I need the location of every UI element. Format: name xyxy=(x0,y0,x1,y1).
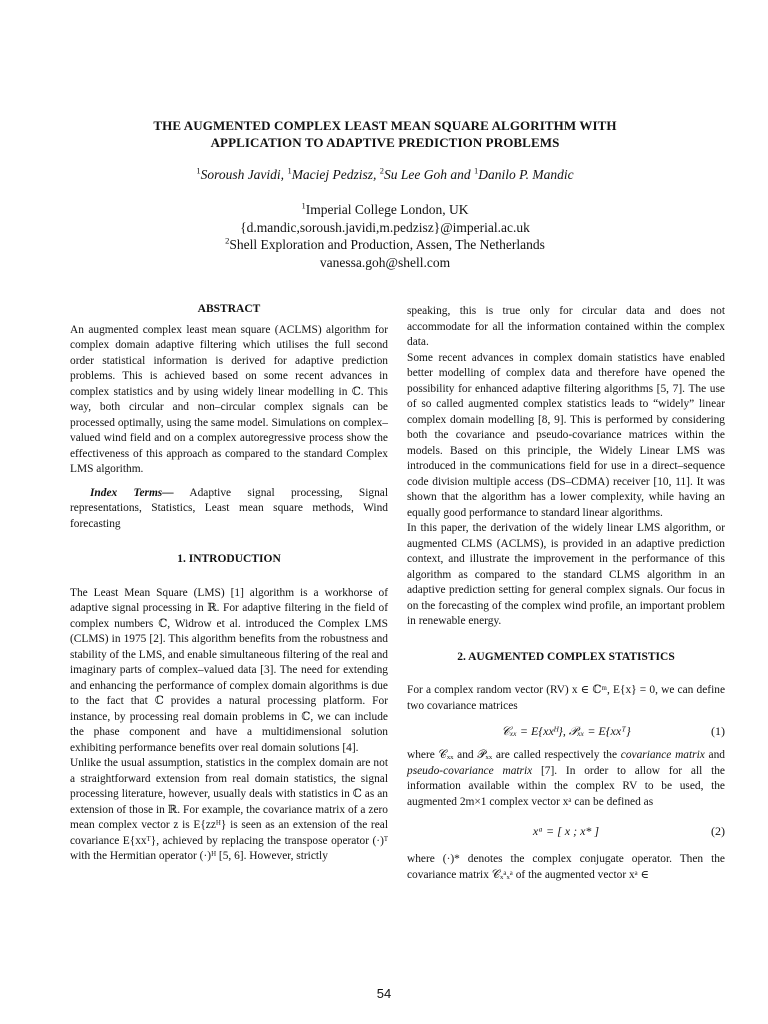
affiliation-text: Imperial College London, UK xyxy=(305,202,469,217)
intro-paragraph-5: In this paper, the derivation of the widely linear LMS algorithm, or augmented CLMS (ACLMS), is provided in an adaptive prediction context, and illustrate the improvement in the performance of this algorithm as compared to the standard CLMS algorithm in an adaptive prediction setting for general complex signals. Our focus in on the forecasting of the complex wind profile, an important problem in renewable energy. xyxy=(407,522,725,627)
equation-2-number: (2) xyxy=(711,824,725,838)
section2-paragraph-1: For a complex random vector (RV) x ∈ ℂᵐ, E{x} = 0, we can define two covariance matrices xyxy=(407,684,725,712)
index-terms-text: Adaptive signal processing, Signal representations, Statistics, Least mean square methods, Wind forecasting xyxy=(70,486,388,530)
index-terms-label: Index Terms— xyxy=(90,486,174,499)
author-sup: 2 xyxy=(379,165,385,176)
title-line-1: THE AUGMENTED COMPLEX LEAST MEAN SQUARE ALGORITHM WITH xyxy=(153,118,617,133)
index-terms xyxy=(70,486,388,533)
affiliation-sup: 1 xyxy=(301,200,306,211)
section2-paragraph-2 xyxy=(407,748,725,810)
author xyxy=(380,167,474,182)
author xyxy=(474,167,574,182)
affiliation-1 xyxy=(60,201,710,219)
equation-1 xyxy=(407,718,725,744)
author-sup: 1 xyxy=(196,165,201,176)
affiliation-text: Shell Exploration and Production, Assen, The Netherlands xyxy=(229,237,545,252)
equation-1-body: 𝒞ₓₓ = E{xxᴴ}, 𝒫ₓₓ = E{xxᵀ} xyxy=(501,724,631,738)
author-name: Danilo P. Mandic xyxy=(478,167,574,182)
intro-paragraph-4: Some recent advances in complex domain statistics have enabled better modelling of complex data and therefore have opened the possibility for enhanced adaptive filtering algorithms [5, 7]. The use of so called augmented complex statistics leads to “widely” linear complex domain modelling [8, 9]. This is performed by considering both the covariance and pseudo-covariance matrices within the models. Based on this principle, the Widely Linear LMS was introduced in the communications field for use in a direct–sequence code division multiple access (DS–CDMA) receiver [10, 11]. It was shown that the algorithm has a lower complexity, while having an equally good performance to standard linear algorithms. xyxy=(407,351,725,519)
right-column xyxy=(407,304,725,883)
author-name: Maciej Pedzisz, xyxy=(291,167,380,182)
author-sup: 1 xyxy=(474,165,479,176)
affiliations xyxy=(60,201,710,271)
author xyxy=(196,167,287,182)
section2-paragraph-3: where (·)* denotes the complex conjugate operator. Then the covariance matrix 𝒞ₓᵃₓᵃ of the augmented vector xᵃ ∈ xyxy=(407,853,725,881)
introduction-heading: 1. INTRODUCTION xyxy=(177,553,281,565)
text-run: [7]. In order to allow for all the information available within the complex RV to be used, the augmented 2m×1 complex vector xᵃ can be defined as xyxy=(407,764,725,808)
pseudo-covariance-term: pseudo-covariance matrix xyxy=(407,764,533,777)
affiliation-2 xyxy=(60,236,710,254)
paper-title xyxy=(60,117,710,151)
author-name: Su Lee Goh and xyxy=(384,167,475,182)
author-email-2: vanessa.goh@shell.com xyxy=(319,254,451,270)
abstract-heading: ABSTRACT xyxy=(197,303,261,315)
text-run: and xyxy=(704,749,725,761)
left-column xyxy=(70,302,388,865)
section-2-heading: 2. AUGMENTED COMPLEX STATISTICS xyxy=(457,650,675,663)
intro-paragraph-1: The Least Mean Square (LMS) [1] algorithm is a workhorse of adaptive signal processing in ℝ. For adaptive filtering in the field of complex numbers ℂ, Widrow et al. introduced the Complex LMS (CLMS) in 1975 [2]. This algorithm benefits from the robustness and stability of the LMS, and enable simultaneous filtering of the real and imaginary parts of complex–valued data [3]. The need for extending and enhancing the performance of complex domain algorithms is due to the fact that ℂ provides a natural processing platform. For instance, by processing real domain problems in ℂ, we can include the phase component and have a multidimensional solution exhibiting performance benefits over real domain solutions [4]. xyxy=(70,586,388,754)
author-sup: 1 xyxy=(287,165,292,176)
intro-paragraph-3: speaking, this is true only for circular data and does not accommodate for all the information contained within the complex data. xyxy=(407,305,725,348)
covariance-term: covariance matrix xyxy=(620,749,705,761)
equation-2 xyxy=(407,814,725,848)
title-line-2: APPLICATION TO ADAPTIVE PREDICTION PROBLEMS xyxy=(210,135,560,150)
abstract-text: An augmented complex least mean square (ACLMS) algorithm for complex domain adaptive filtering which utilises the full second order statistical information is derived for adaptive prediction problems. This is achieved based on some recent advances in complex statistics and by using widely linear modelling in ℂ. This way, both circular and non–circular complex signals can be processed optimally, using the same model. Simulations on complex–valued wind field and on a complex autoregressive process show the effectiveness of this approach as compared to the standard Complex LMS algorithm. xyxy=(70,323,388,475)
author-emails: {d.mandic,soroush.javidi,m.pedzisz}@imperial.ac.uk xyxy=(240,219,530,235)
author xyxy=(287,167,379,182)
author-name: Soroush Javidi, xyxy=(200,167,288,182)
equation-2-body: xᵃ = [ x ; x* ] xyxy=(532,824,600,838)
affiliation-sup: 2 xyxy=(225,235,230,246)
equation-1-number: (1) xyxy=(711,724,725,738)
text-run: where 𝒞ₓₓ and 𝒫ₓₓ are called respectively the xyxy=(407,749,621,761)
page-number: 54 xyxy=(376,986,392,1001)
intro-paragraph-2: Unlike the usual assumption, statistics in the complex domain are not a straightforward extension from real domain statistics, the signal processing literature, however, usually deals with statistics in ℂ as an extension of those in ℝ. For example, the covariance matrix of a zero mean complex vector z is E{zzᴴ} is seen as an extension of the real covariance E{xxᵀ}, achieved by replacing the transpose operator (·)ᵀ with the Hermitian operator (·)ᴴ [5, 6]. However, strictly xyxy=(70,757,388,862)
author-list xyxy=(60,167,710,183)
